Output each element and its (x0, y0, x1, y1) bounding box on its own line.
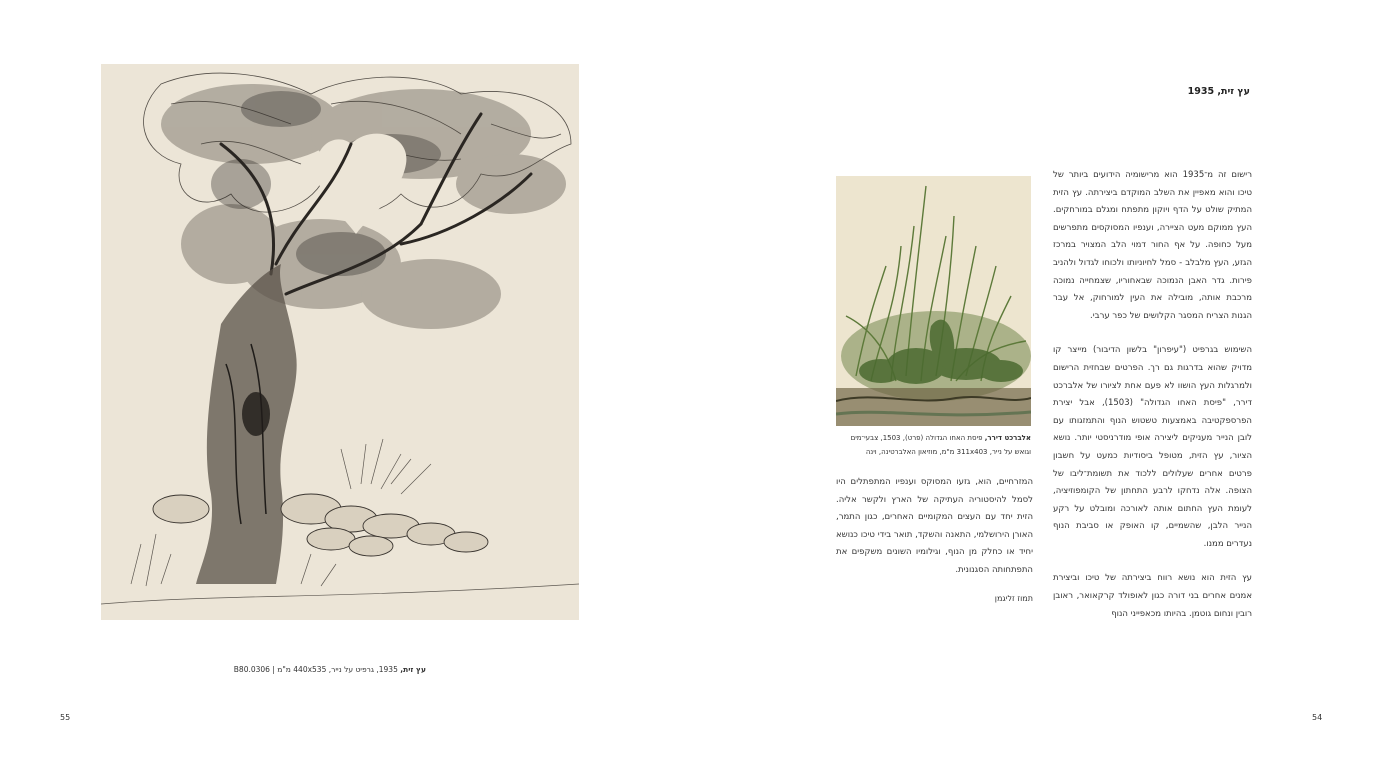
right-page (691, 0, 1383, 765)
drawing-caption-details: 1935, גרפיט על נייר, 440x535 מ"מ | B80.0306 (233, 665, 401, 674)
text-column-right (1053, 167, 1252, 640)
grass-caption-artist: אלברכט דירר, (984, 434, 1031, 442)
durer-grass-image (836, 176, 1031, 426)
grass-image-caption (836, 432, 1031, 459)
text-column-middle (836, 474, 1033, 580)
olive-tree-drawing (101, 64, 579, 620)
page-number-left: 55 (60, 713, 71, 722)
paragraph-2: השימוש בגרפיט ("עיפרון" בלשון הדיבור) מייצר קו מדויק שהוא בדרגות גם רך. הפרטים שבחזית הרישום ולמרגלות העץ הושוו לא פעם אחת לציורו של אלברכט דירר, "פיסת האחו הגדולה" (1503), אבל יצירת הפרספקטיבה באמצעות טשטוש הנוף והתמזגותו עם לובן הנייר מעניקים ליצירה אופי מודרניסטי יותר. נושא הציור, עץ הזית, מטופל ביסודיות כמעט על חשבון פרטים אחרים שעלולים ללכוד את תשומת־ליבו של הצופה. אלה נדחקו לרבע התחתון של הקומפוזיציה, לעומת העץ החתום אותה לאורכה ומובלט על רקע הנייר הלבן, שהשמיים, קו האופק או סביבת הנוף נעדרים ממנו. (1053, 345, 1252, 549)
drawing-caption-title: עץ זית, (400, 665, 426, 674)
paragraph-1: רישום זה מ־1935 הוא מרישומיה הידועים ביותר של טיכו והוא מאפיין את השלב המוקדם ביצירתה. עץ הזית המתיק שולט על הדף ויוקון מתפתח ומגלם במורחקים. העץ ממוקם מעט הציירה, וענפיו המסוקסים מתפרשים מעל כחופה. על אף החור דמוי הלב המצויר במרכז הגזע, העץ מלבלב - סמל לחיוניותו ולכוחו לגדול ולהניב פירות. גדר האבן הנמוכה שבאחוריו, שצמחייה נמוכה מרכבת אותה, מובילה את העין למורחוק, אל עבר הגנות הצריח המסגר הקלושים של כפר ערבי. (1053, 170, 1252, 321)
olive-tree-image (101, 64, 579, 620)
paragraph-continued: המזרחיים, הוא, גזעו המסוקס וענפיו המתפתלים היו לסמל להיסטוריה העתיקה של הארץ ולקשר אליה. הזית יחד עם העצים המקומיים האחרים, כגון התמר, האורן הירושלמי, התאנה והשקד, תואר בידי טיכו כנושא יחיד או כחלק מן הנוף, וגילומיו השונים משקפים את התפתחותה הסגנונית. (836, 477, 1033, 575)
paragraph-3: עץ הזית הוא נושא רווח ביצירתה של טיכו וביצירת אמנים אחרים בני דורה כגון לאופולד קרקאואר, ראובן רובין ונחום גוטמן. בהיותו מכאפייני הנוף (1053, 573, 1252, 619)
page-number-right: 54 (1312, 713, 1323, 722)
grass-illustration (836, 176, 1031, 426)
author-name: תמוז זליגמן (994, 594, 1033, 603)
article-heading: עץ זית, 1935 (1187, 86, 1250, 97)
drawing-caption (101, 665, 426, 674)
grass-caption-details: פיסת האחו הגדולה (פרט), 1503, צבעי־מים וגואש על נייר, 311x403 מ"מ, מוזיאון האלברטינה, וינה (850, 434, 1031, 456)
